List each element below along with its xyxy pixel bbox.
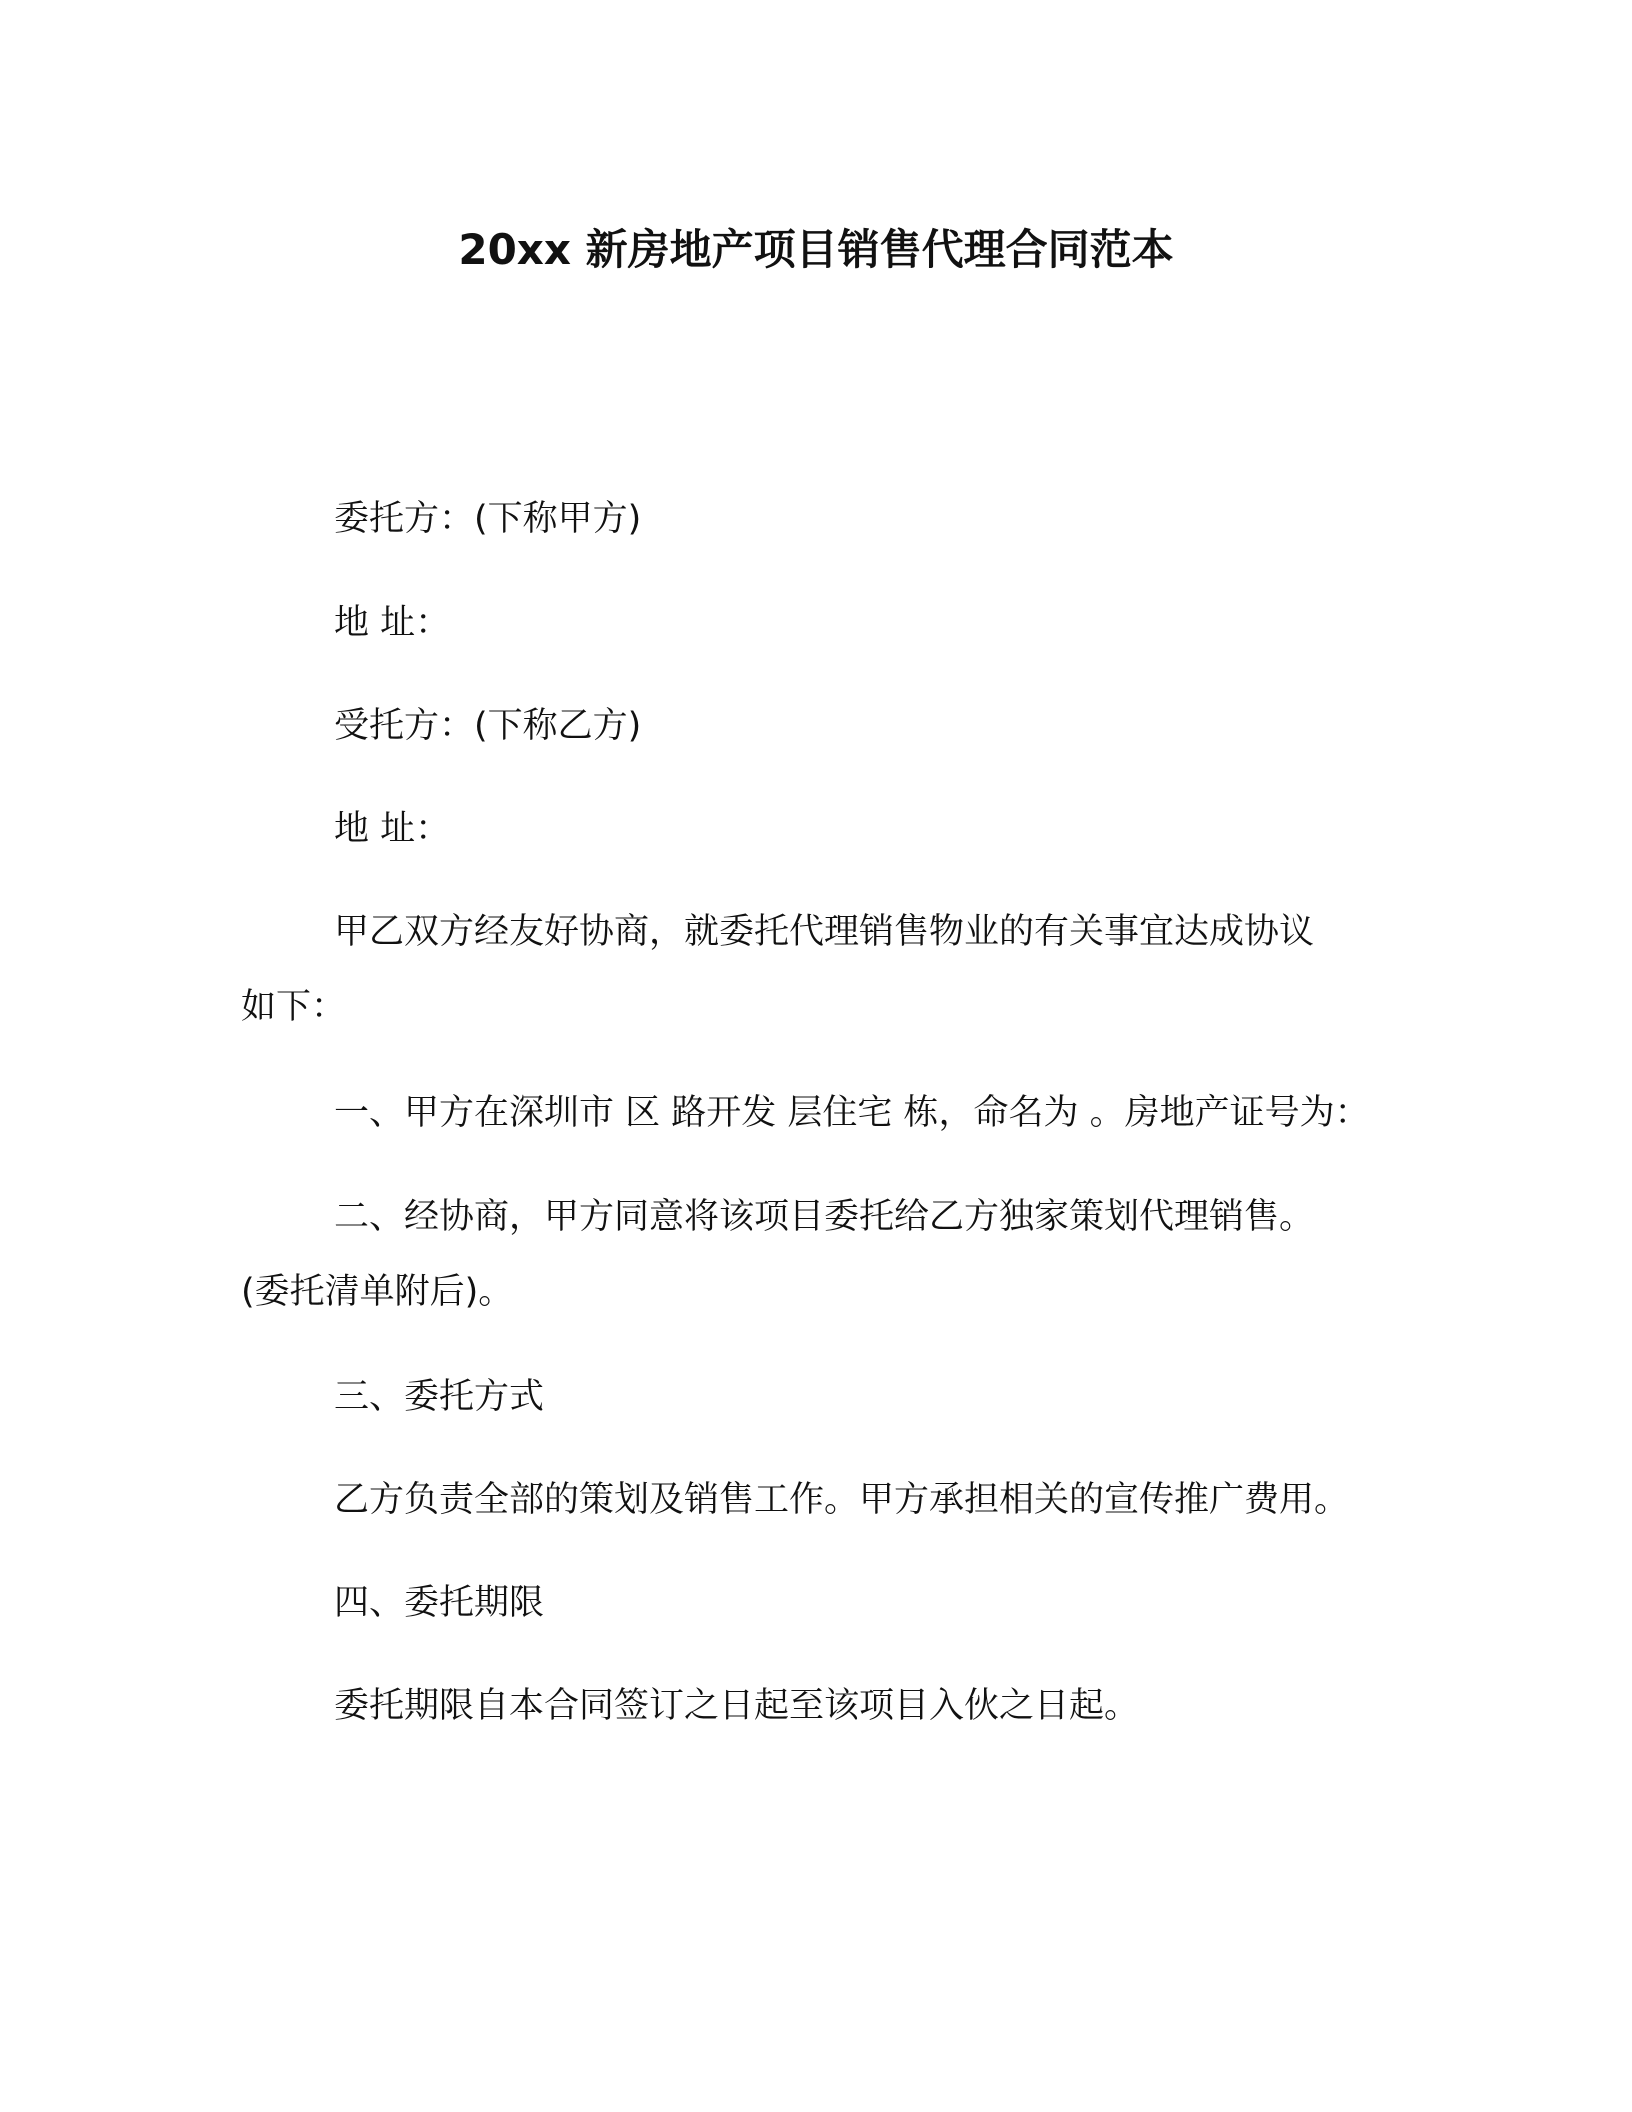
clause-3-body: 乙方负责全部的策划及销售工作。甲方承担相关的宣传推广费用。 bbox=[334, 1480, 1350, 1520]
agreement-intro-line: 甲乙双方经友好协商，就委托代理销售物业的有关事宜达成协议 bbox=[334, 912, 1315, 952]
clause-1: 一、甲方在深圳市 区 路开发 层住宅 栋，命名为 。房地产证号为： bbox=[334, 1093, 1370, 1133]
clause-2: 二、经协商，甲方同意将该项目委托给乙方独家策划代理销售。 bbox=[334, 1197, 1315, 1237]
clause-4-heading: 四、委托期限 bbox=[334, 1583, 545, 1623]
clause-2-continuation: (委托清单附后)。 bbox=[241, 1272, 514, 1312]
clause-4-body: 委托期限自本合同签订之日起至该项目入伙之日起。 bbox=[334, 1686, 1140, 1726]
clause-3-heading: 三、委托方式 bbox=[334, 1377, 545, 1417]
agreement-intro-continuation: 如下： bbox=[241, 987, 347, 1027]
party-a-address-line: 地 址： bbox=[334, 603, 451, 643]
document-title: 20xx 新房地产项目销售代理合同范本 bbox=[458, 225, 1174, 274]
party-a-line: 委托方：(下称甲方) bbox=[334, 499, 642, 539]
party-b-address-line: 地 址： bbox=[334, 809, 451, 849]
party-b-line: 受托方：(下称乙方) bbox=[334, 706, 642, 746]
